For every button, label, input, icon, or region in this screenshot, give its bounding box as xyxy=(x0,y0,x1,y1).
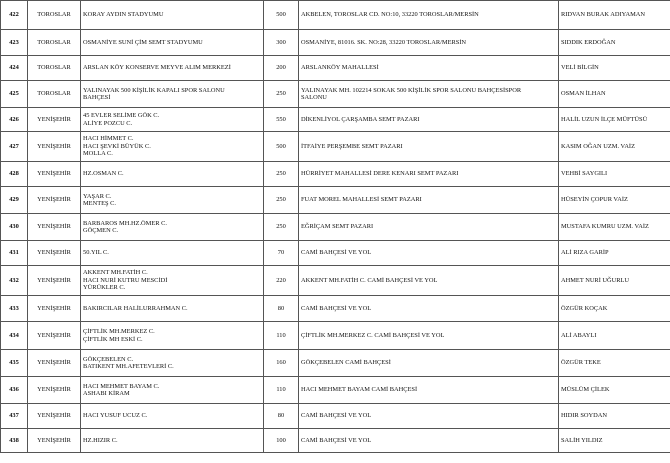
capacity-cell: 500 xyxy=(264,132,299,162)
venue-line: HACI ŞEVKİ BÜYÜK C. xyxy=(83,142,151,150)
address-cell xyxy=(299,377,559,404)
capacity-cell: 220 xyxy=(264,266,299,296)
venue-cell xyxy=(81,162,264,187)
address-line: ARSLANKÖY MAHALLESİ xyxy=(301,64,379,72)
capacity-cell: 200 xyxy=(264,56,299,81)
venue-line: 45 EVLER SELİME GÖK C. xyxy=(83,112,160,120)
district-cell: YENİŞEHİR xyxy=(28,322,81,350)
venue-line: HZ.HIZIR C. xyxy=(83,436,118,444)
venue-cell xyxy=(81,241,264,266)
address-cell xyxy=(299,30,559,56)
address-cell xyxy=(299,296,559,322)
row-number: 430 xyxy=(1,214,28,241)
table-row xyxy=(1,162,670,187)
venue-line: HACI NURİ KUTRU MESCİDİ xyxy=(83,276,168,284)
venue-cell xyxy=(81,1,264,30)
venue-cell xyxy=(81,266,264,296)
table-row xyxy=(1,132,670,162)
district-cell: TOROSLAR xyxy=(28,56,81,81)
responsible-cell: HALİL UZUN İLÇE MÜFTÜSÜ xyxy=(559,108,670,132)
venue-line: KORAY AYDIN STADYUMU xyxy=(83,11,164,19)
capacity-cell: 250 xyxy=(264,81,299,108)
capacity-cell: 550 xyxy=(264,108,299,132)
venue-cell xyxy=(81,108,264,132)
venue-line: BAKIRCILAR HALİLURRAHMAN C. xyxy=(83,304,188,312)
responsible-cell: ÖZGÜR KOÇAK xyxy=(559,296,670,322)
venue-line: YÜRÜKLER C. xyxy=(83,284,126,292)
table-row xyxy=(1,56,670,81)
table-row xyxy=(1,322,670,350)
venue-line: ÇİFTLİK MH.MERKEZ C. xyxy=(83,328,155,336)
row-number: 432 xyxy=(1,266,28,296)
row-number: 431 xyxy=(1,241,28,266)
venue-line: BATIKENT MH.AFETEVLERİ C. xyxy=(83,363,174,370)
row-number: 428 xyxy=(1,162,28,187)
address-line: ÇİFTLİK MH.MERKEZ C. CAMİ BAHÇESİ VE YOL xyxy=(301,331,445,339)
address-line: GÖKÇEBELEN CAMİ BAHÇESİ xyxy=(301,359,391,367)
venue-line: MENTEŞ C. xyxy=(83,200,117,207)
row-number: 434 xyxy=(1,322,28,350)
row-number: 435 xyxy=(1,350,28,377)
row-number: 426 xyxy=(1,108,28,132)
venue-line: ALİYE POZCU C. xyxy=(83,119,133,127)
district-cell: TOROSLAR xyxy=(28,1,81,30)
venue-line: ARSLAN KÖY KONSERVE MEYVE ALIM MERKEZİ xyxy=(83,64,231,72)
address-line: AKKENT MH.FATİH C. CAMİ BAHÇESİ VE YOL xyxy=(301,276,438,284)
venue-cell xyxy=(81,429,264,453)
address-cell xyxy=(299,81,559,108)
district-cell: YENİŞEHİR xyxy=(28,214,81,241)
address-line: İTFAİYE PERŞEMBE SEMT PAZARI xyxy=(301,142,403,150)
responsible-cell: OSMAN İLHAN xyxy=(559,81,670,108)
responsible-cell: HÜSEYİN ÇOPUR VAİZ xyxy=(559,187,670,214)
table-row xyxy=(1,108,670,132)
responsible-cell: VEHBİ SAYGILI xyxy=(559,162,670,187)
venue-cell xyxy=(81,30,264,56)
venue-line: HZ.OSMAN C. xyxy=(83,170,124,178)
row-number: 437 xyxy=(1,404,28,429)
district-cell: TOROSLAR xyxy=(28,81,81,108)
row-number: 423 xyxy=(1,30,28,56)
capacity-cell: 250 xyxy=(264,162,299,187)
address-line: OSMANİYE, 81016. SK. NO:28, 33220 TOROSLAR/MERSİN xyxy=(301,38,467,46)
address-cell xyxy=(299,56,559,81)
table-row xyxy=(1,266,670,296)
address-line: HÜRRİYET MAHALLESİ DERE KENARI SEMT PAZARI xyxy=(301,170,459,178)
row-number: 422 xyxy=(1,1,28,30)
venue-line: AKKENT MH.FATİH C. xyxy=(83,269,148,277)
address-cell xyxy=(299,429,559,453)
address-line: YALINAYAK MH. 102214 SOKAK 500 KİŞİLİK SPOR SALONU BAHÇESİSPOR xyxy=(301,86,522,94)
table-row xyxy=(1,404,670,429)
district-cell: TOROSLAR xyxy=(28,30,81,56)
responsible-cell: MÜSLÜM ÇİLEK xyxy=(559,377,670,404)
responsible-cell: SALİH YILDIZ xyxy=(559,429,670,453)
venue-line: HACI HİMMET C. xyxy=(83,135,134,143)
venue-cell xyxy=(81,81,264,108)
table-row xyxy=(1,241,670,266)
address-cell xyxy=(299,214,559,241)
district-cell: YENİŞEHİR xyxy=(28,108,81,132)
venue-line: 50.YIL C. xyxy=(83,249,109,257)
row-number: 433 xyxy=(1,296,28,322)
capacity-cell: 80 xyxy=(264,296,299,322)
address-cell xyxy=(299,108,559,132)
responsible-cell: KASIM OĞAN UZM. VAİZ xyxy=(559,132,670,162)
table-row xyxy=(1,30,670,56)
responsible-cell: ALİ ABAYLI xyxy=(559,322,670,350)
district-cell: YENİŞEHİR xyxy=(28,429,81,453)
row-number: 427 xyxy=(1,132,28,162)
venue-line: BAHÇESİ xyxy=(83,94,111,101)
capacity-cell: 250 xyxy=(264,187,299,214)
district-cell: YENİŞEHİR xyxy=(28,266,81,296)
responsible-cell: RIDVAN BURAK ADIYAMAN xyxy=(559,1,670,30)
venue-cell xyxy=(81,214,264,241)
table-row xyxy=(1,296,670,322)
venue-cell xyxy=(81,322,264,350)
address-line: HACI MEHMET BAYAM CAMİ BAHÇESİ xyxy=(301,386,418,394)
venue-line: OSMANİYE SUNİ ÇİM SEMT STADYUMU xyxy=(83,38,203,46)
responsible-cell: ÖZGÜR TEKE xyxy=(559,350,670,377)
capacity-cell: 110 xyxy=(264,322,299,350)
row-number: 424 xyxy=(1,56,28,81)
table-row xyxy=(1,377,670,404)
address-line: FUAT MOREL MAHALLESİ SEMT PAZARI xyxy=(301,196,422,204)
capacity-cell: 110 xyxy=(264,377,299,404)
venue-cell xyxy=(81,56,264,81)
venue-line: HACI MEHMET BAYAM C. xyxy=(83,382,160,390)
table-row xyxy=(1,214,670,241)
table-row xyxy=(1,81,670,108)
row-number: 438 xyxy=(1,429,28,453)
table-row xyxy=(1,187,670,214)
address-cell xyxy=(299,241,559,266)
venue-cell xyxy=(81,350,264,377)
address-cell xyxy=(299,350,559,377)
address-line: CAMİ BAHÇESİ VE YOL xyxy=(301,412,372,420)
address-cell xyxy=(299,322,559,350)
venue-cell xyxy=(81,296,264,322)
address-cell xyxy=(299,266,559,296)
responsible-cell: ALİ RIZA GARİP xyxy=(559,241,670,266)
capacity-cell: 100 xyxy=(264,429,299,453)
address-line: SALONU xyxy=(301,94,327,101)
capacity-cell: 160 xyxy=(264,350,299,377)
row-number: 425 xyxy=(1,81,28,108)
district-cell: YENİŞEHİR xyxy=(28,162,81,187)
venue-line: ÇİFTLİK MH ESKİ C. xyxy=(83,335,143,343)
venue-line: ASHABI KİRAM xyxy=(83,390,130,397)
capacity-cell: 70 xyxy=(264,241,299,266)
address-cell xyxy=(299,404,559,429)
capacity-cell: 500 xyxy=(264,1,299,30)
address-line: CAMİ BAHÇESİ VE YOL xyxy=(301,249,372,257)
responsible-cell: MUSTAFA KUMRU UZM. VAİZ xyxy=(559,214,670,241)
capacity-cell: 250 xyxy=(264,214,299,241)
address-cell xyxy=(299,1,559,30)
address-cell xyxy=(299,187,559,214)
address-cell xyxy=(299,132,559,162)
district-cell: YENİŞEHİR xyxy=(28,187,81,214)
table-row xyxy=(1,1,670,30)
address-line: CAMİ BAHÇESİ VE YOL xyxy=(301,436,372,444)
venue-line: BARBAROS MH.HZ.ÖMER C. xyxy=(83,219,167,227)
responsible-cell: HIDIR SOYDAN xyxy=(559,404,670,429)
row-number: 436 xyxy=(1,377,28,404)
district-cell: YENİŞEHİR xyxy=(28,404,81,429)
venue-line: HACI YUSUF UCUZ C. xyxy=(83,412,148,420)
venue-cell xyxy=(81,187,264,214)
venue-line: MOLLA C. xyxy=(83,150,113,158)
venue-cell xyxy=(81,404,264,429)
venue-line: YALINAYAK 500 KİŞİLİK KAPALI SPOR SALONU xyxy=(83,86,225,94)
district-cell: YENİŞEHİR xyxy=(28,377,81,404)
address-line: CAMİ BAHÇESİ VE YOL xyxy=(301,304,372,312)
responsible-cell: SIDDIK ERDOĞAN xyxy=(559,30,670,56)
venue-cell xyxy=(81,132,264,162)
district-cell: YENİŞEHİR xyxy=(28,241,81,266)
capacity-cell: 300 xyxy=(264,30,299,56)
district-cell: YENİŞEHİR xyxy=(28,350,81,377)
venue-line: GÖKÇEBELEN C. xyxy=(83,355,134,363)
responsible-cell: AHMET NURİ UĞURLU xyxy=(559,266,670,296)
district-cell: YENİŞEHİR xyxy=(28,296,81,322)
capacity-cell: 80 xyxy=(264,404,299,429)
address-line: AKBELEN, TOROSLAR CD. NO:10, 33220 TOROSLAR/MERSİN xyxy=(301,11,479,19)
address-line: DİKENLİYOL ÇARŞAMBA SEMT PAZARI xyxy=(301,115,420,123)
address-cell xyxy=(299,162,559,187)
district-cell: YENİŞEHİR xyxy=(28,132,81,162)
venue-line: YAŞAR C. xyxy=(83,192,112,200)
venue-cell xyxy=(81,377,264,404)
row-number: 429 xyxy=(1,187,28,214)
table-row xyxy=(1,429,670,453)
responsible-cell: VELİ BİLGİN xyxy=(559,56,670,81)
address-line: EĞRİÇAM SEMT PAZARI xyxy=(301,223,374,231)
table-row xyxy=(1,350,670,377)
venue-line: GÖÇMEN C. xyxy=(83,227,119,234)
